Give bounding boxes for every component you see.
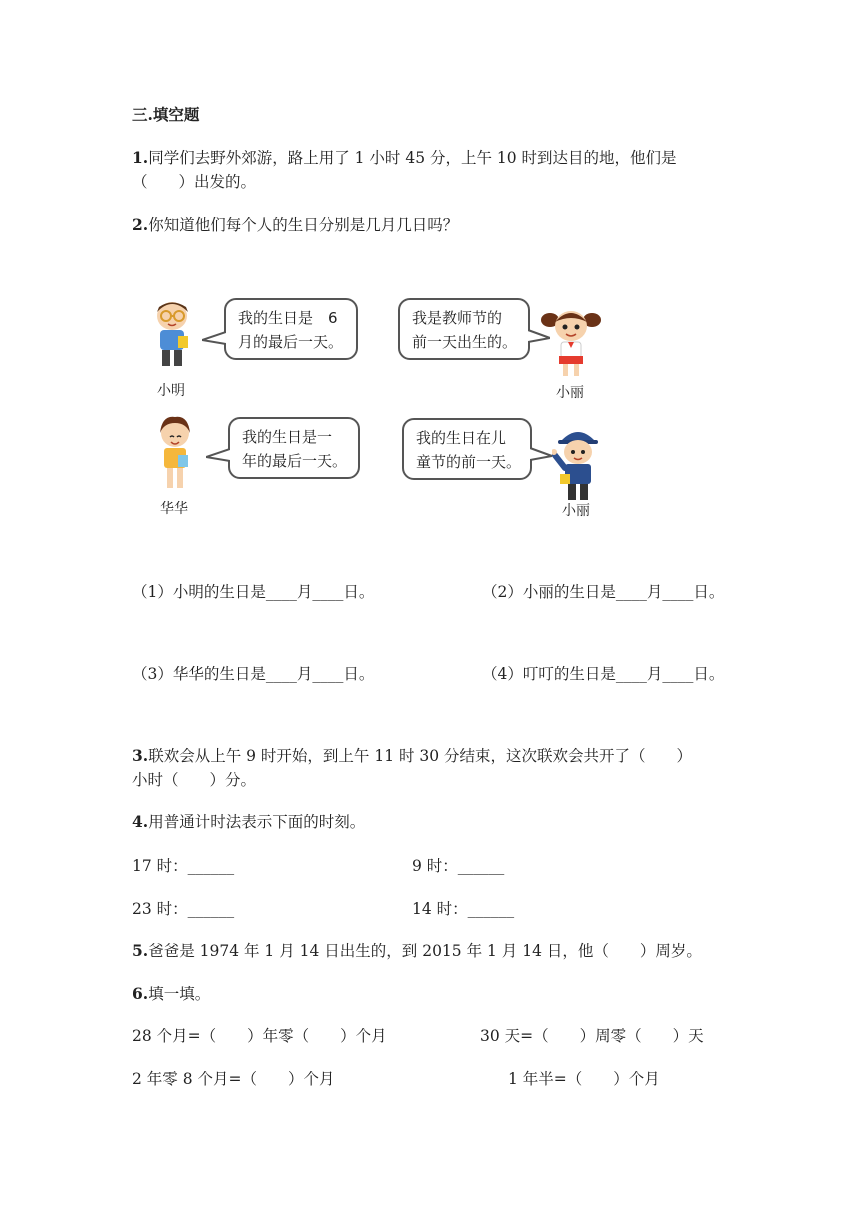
question-text: 用普通计时法表示下面的时刻。	[148, 813, 366, 831]
name-label-dingding: 小丽	[562, 503, 590, 519]
girl-with-bag-illustration	[152, 415, 198, 495]
bubble-line: 年的最后一天。	[242, 452, 348, 470]
bubble-line: 童节的前一天。	[416, 453, 522, 471]
sub-question-3: （3）华华的生日是____月____日。	[132, 665, 375, 683]
question-number: 4.	[132, 812, 149, 831]
boy-with-glasses-illustration	[148, 298, 200, 370]
time-item-23: 23 时：______	[132, 900, 235, 918]
question-4	[132, 811, 365, 833]
question-number: 2.	[132, 215, 149, 234]
name-label-xiaoming: 小明	[157, 383, 185, 399]
bubble-tail	[206, 447, 230, 463]
question-1	[132, 147, 677, 169]
fill-item-months: 28 个月=（ ）年零（ ）个月	[132, 1027, 387, 1045]
bubble-tail	[530, 446, 552, 462]
question-number: 1.	[132, 148, 149, 167]
bubble-line: 我是教师节的	[412, 309, 503, 327]
speech-bubble-huahua	[228, 417, 360, 479]
girl-with-pigtails-illustration	[540, 304, 602, 378]
speech-bubble-xiaoli	[398, 298, 530, 360]
time-item-14: 14 时：______	[412, 900, 515, 918]
section-title: 三.填空题	[132, 105, 200, 124]
question-3-line-2: 小时（ ）分。	[132, 771, 257, 789]
bubble-line: 我的生日是一	[242, 428, 333, 446]
sub-question-2: （2）小丽的生日是____月____日。	[482, 583, 725, 601]
speech-bubble-xiaoming	[224, 298, 358, 360]
question-3	[132, 745, 692, 767]
name-label-huahua: 华华	[160, 501, 188, 517]
question-2	[132, 214, 458, 236]
bubble-line: 月的最后一天。	[238, 333, 344, 351]
question-5	[132, 940, 702, 962]
time-item-17: 17 时：______	[132, 857, 235, 875]
fill-item-year-half: 1 年半=（ ）个月	[508, 1070, 660, 1088]
bubble-line: 我的生日在儿	[416, 429, 507, 447]
fill-item-days: 30 天=（ ）周零（ ）天	[480, 1027, 704, 1045]
question-text: 填一填。	[148, 985, 211, 1003]
fill-item-years-months: 2 年零 8 个月=（ ）个月	[132, 1070, 335, 1088]
speech-bubble-dingding	[402, 418, 532, 480]
question-text: 同学们去野外郊游，路上用了 1 小时 45 分，上午 10 时到达目的地，他们是	[148, 149, 677, 167]
question-number: 5.	[132, 941, 149, 960]
question-number: 3.	[132, 746, 149, 765]
question-1-line-2: （ ）出发的。	[132, 173, 257, 191]
time-item-9: 9 时：______	[412, 857, 505, 875]
question-text: 爸爸是 1974 年 1 月 14 日出生的，到 2015 年 1 月 14 日，他（ ）周岁。	[148, 942, 702, 960]
question-text: 你知道他们每个人的生日分别是几月几日吗？	[148, 216, 459, 234]
sub-question-1: （1）小明的生日是____月____日。	[132, 583, 375, 601]
bubble-tail	[202, 330, 226, 346]
question-6	[132, 983, 210, 1005]
question-number: 6.	[132, 984, 149, 1003]
bubble-line: 我的生日是 6	[238, 309, 338, 327]
name-label-xiaoli: 小丽	[556, 385, 584, 401]
question-text: 联欢会从上午 9 时开始，到上午 11 时 30 分结束，这次联欢会共开了（ ）	[148, 747, 693, 765]
bubble-line: 前一天出生的。	[412, 333, 518, 351]
sub-question-4: （4）叮叮的生日是____月____日。	[482, 665, 725, 683]
boy-with-cap-illustration	[552, 424, 604, 504]
